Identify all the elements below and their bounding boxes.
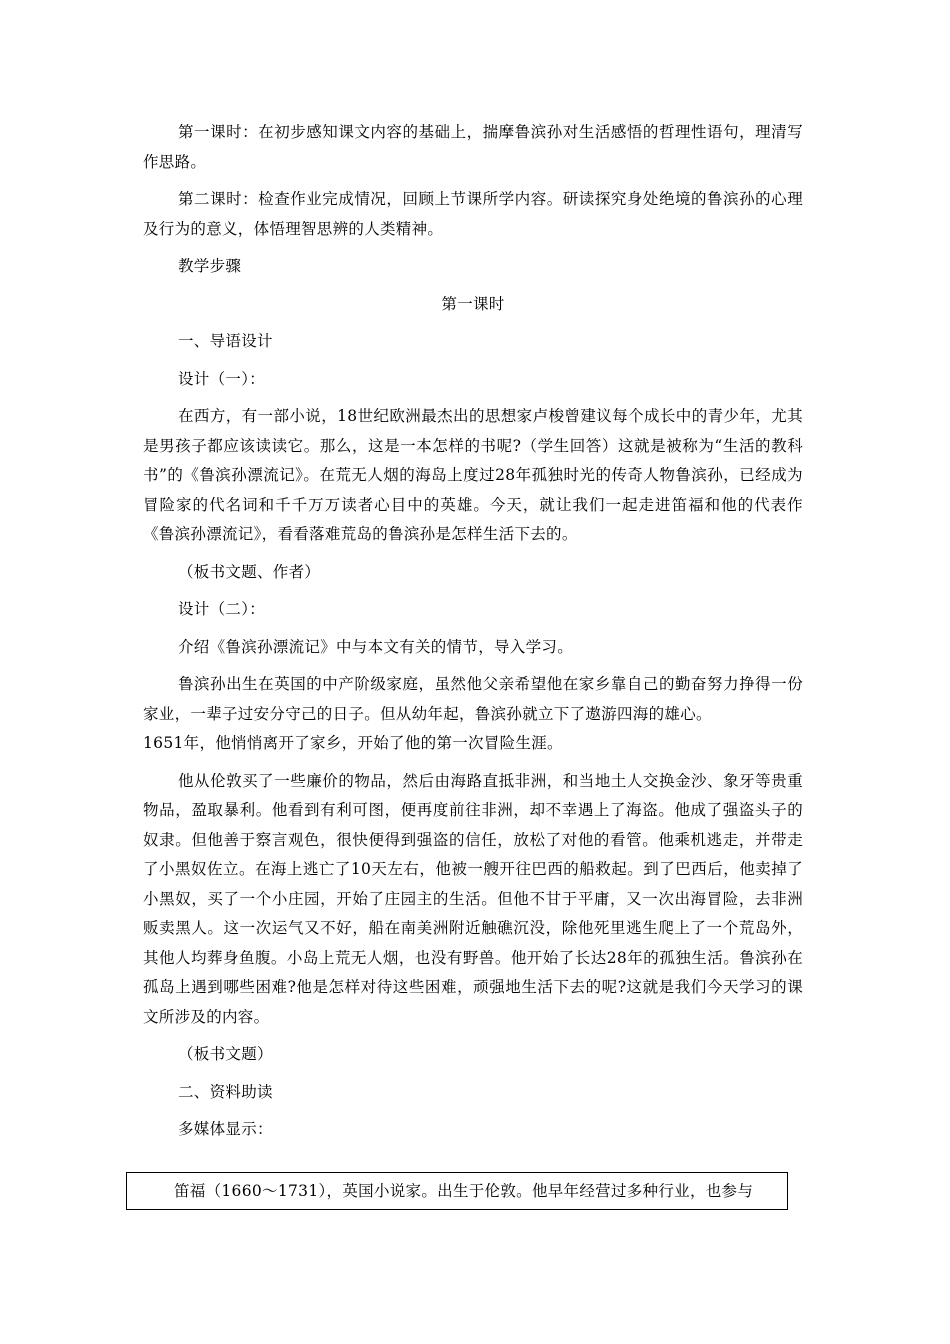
multimedia-display-label: 多媒体显示： bbox=[178, 1120, 273, 1138]
document-body bbox=[143, 118, 803, 1145]
lesson-one-goal: 第一课时：在初步感知课文内容的基础上，揣摩鲁滨孙对生活感悟的哲理性语句，理清写作思路。 bbox=[143, 123, 803, 171]
section-heading-reference-reading: 二、资料助读 bbox=[178, 1082, 273, 1101]
board-note-title-author: （板书文题、作者） bbox=[178, 562, 321, 581]
lesson-two-goal: 第二课时：检查作业完成情况，回顾上节课所学内容。研读探究身处绝境的鲁滨孙的心理及行为的意义，体悟理智思辨的人类精神。 bbox=[143, 190, 803, 238]
design-two-intro: 介绍《鲁滨孙漂流记》中与本文有关的情节，导入学习。 bbox=[178, 637, 574, 656]
board-note-title: （板书文题） bbox=[178, 1045, 273, 1063]
design-one-paragraph: 在西方，有一部小说，18世纪欧洲最杰出的思想家卢梭曾建议每个成长中的青少年，尤其是男孩子都应该读读它。那么，这是一本怎样的书呢?（学生回答）这就是被称为“生活的教科书”的《鲁滨孙漂流记》。在荒无人烟的海岛上度过28年孤独时光的传奇人物鲁滨孙，已经成为冒险家的代名词和千千万万读者心目中的英雄。今天，就让我们一起走进笛福和他的代表作《鲁滨孙漂流记》，看看落难荒岛的鲁滨孙是怎样生活下去的。 bbox=[143, 407, 803, 543]
design-one-label: 设计（一）： bbox=[178, 369, 266, 388]
lesson-title: 第一课时 bbox=[441, 294, 505, 313]
robinson-adventure-paragraph: 他从伦敦买了一些廉价的物品，然后由海路直抵非洲，和当地土人交换金沙、象牙等贵重物品，盈取暴利。他看到有利可图，便再度前往非洲，却不幸遇上了海盗。他成了强盗头子的奴隶。但他善于察言观色，很快便得到强盗的信任，放松了对他的看管。他乘机逃走，并带走了小黑奴佐立。在海上逃亡了10天左右，他被一艘开往巴西的船救起。到了巴西后，他卖掉了小黑奴，买了一个小庄园，开始了庄园主的生活。但他不甘于平庸，又一次出海冒险，去非洲贩卖黑人。这一次运气又不好，船在南美洲附近触礁沉没，除他死里逃生爬上了一个荒岛外，其他人均葬身鱼腹。小岛上荒无人烟，也没有野兽。他开始了长达28年的孤独生活。鲁滨孙在孤岛上遇到哪些困难?他是怎样对待这些困难，顽强地生活下去的呢?这就是我们今天学习的课文所涉及的内容。 bbox=[143, 771, 803, 1026]
robinson-background-paragraph: 鲁滨孙出生在英国的中产阶级家庭，虽然他父亲希望他在家乡靠自己的勤奋努力挣得一份家业，一辈子过安分守己的日子。但从幼年起，鲁滨孙就立下了遨游四海的雄心。 bbox=[143, 675, 803, 723]
author-info-box bbox=[126, 1172, 788, 1210]
section-heading-intro-design: 一、导语设计 bbox=[178, 332, 273, 350]
author-info-text: 笛福（1660～1731），英国小说家。出生于伦敦。他早年经营过多种行业，也参与 bbox=[174, 1182, 754, 1200]
robinson-departure-line: 1651年，他悄悄离开了家乡，开始了他的第一次冒险生涯。 bbox=[143, 734, 563, 752]
design-two-label: 设计（二）： bbox=[178, 600, 266, 618]
section-heading-teaching-steps: 教学步骤 bbox=[178, 257, 242, 275]
